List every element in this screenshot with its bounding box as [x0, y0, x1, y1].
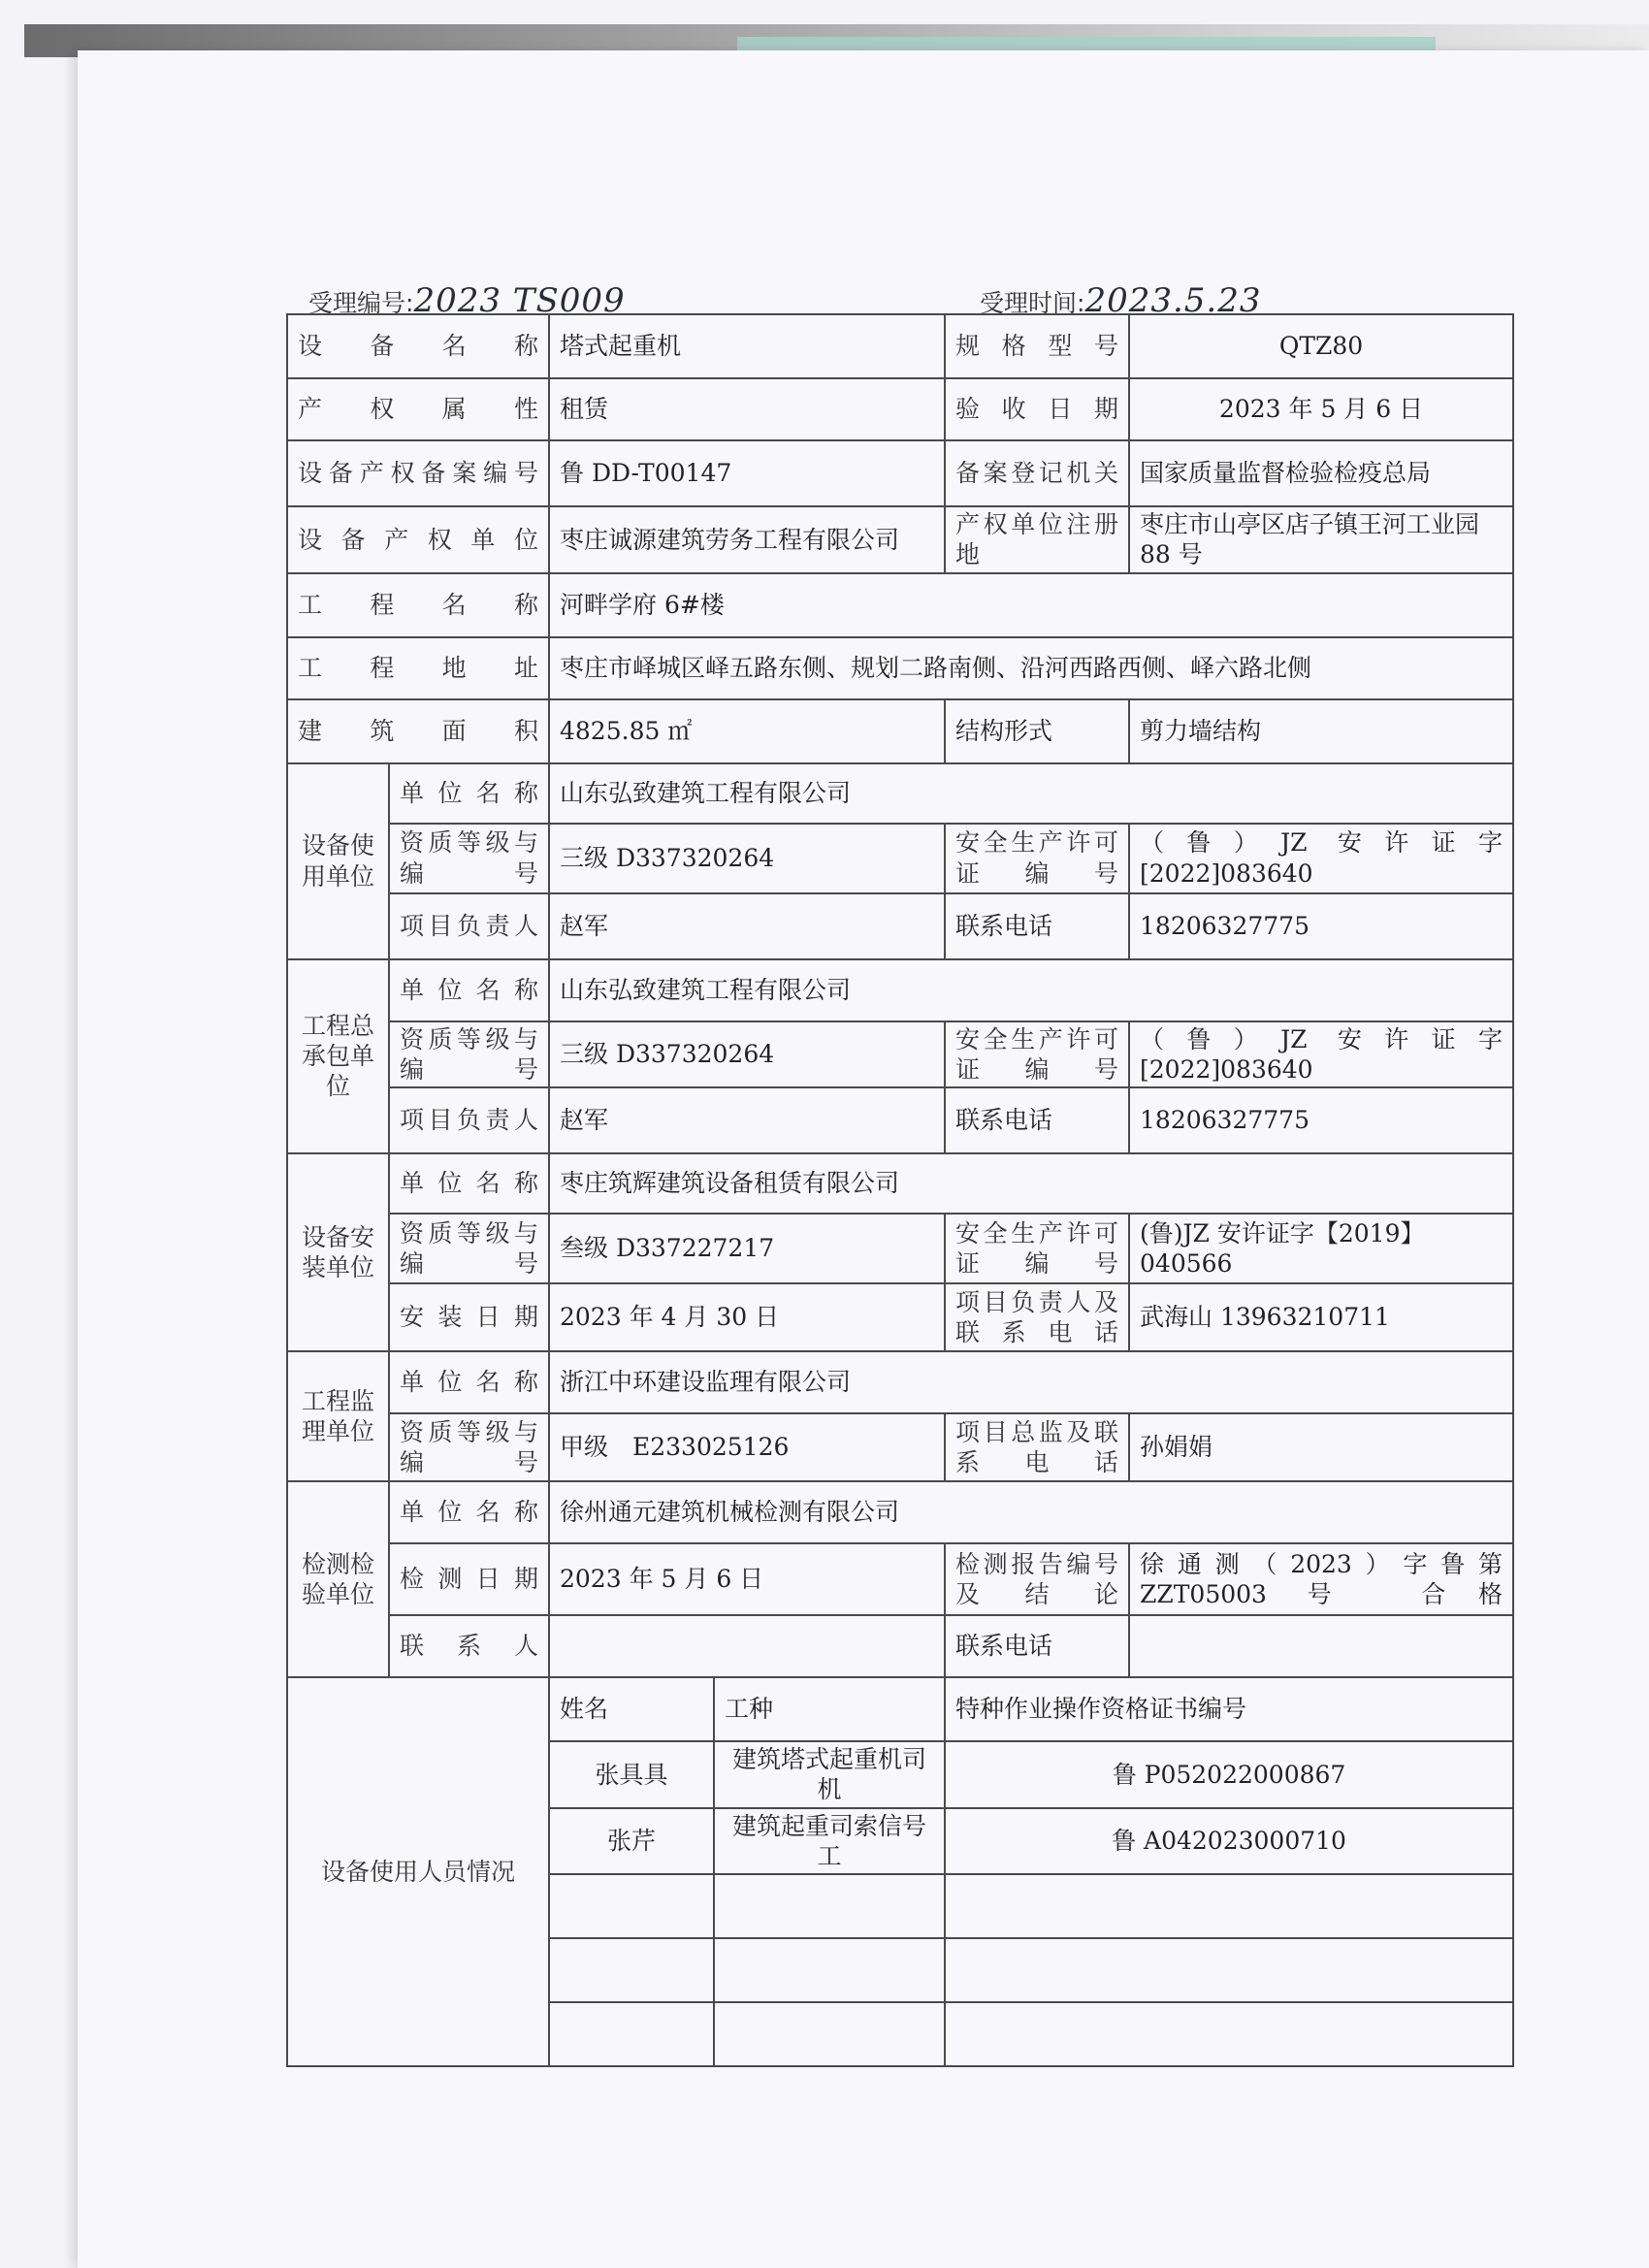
empty-cell [549, 1938, 714, 2002]
inspector-phone [1129, 1615, 1513, 1677]
operator-cert: 鲁 A042023000710 [945, 1808, 1513, 1875]
inspection-date: 2023 年 5 月 6 日 [549, 1543, 945, 1615]
scan-teal-strip [737, 37, 1436, 50]
label-user-unit-name: 单位名称 [389, 763, 549, 824]
user-unit-qual: 三级 D337320264 [549, 824, 945, 893]
label-project-address: 工 程 地 址 [287, 637, 549, 699]
operator-name: 张芹 [549, 1808, 714, 1875]
user-unit-safety: （鲁）JZ 安许证字[2022]083640 [1129, 824, 1513, 893]
operator-trade: 建筑起重司索信号工 [714, 1808, 945, 1875]
empty-cell [714, 2002, 945, 2066]
row-installer-date [287, 1283, 1513, 1351]
row-contractor-manager [287, 1087, 1513, 1153]
label-ownership: 产 权 属 性 [287, 378, 549, 440]
equipment-name: 塔式起重机 [549, 314, 945, 378]
row-contractor-qual [287, 1021, 1513, 1088]
accept-number-handwritten: 2023 TS009 [413, 281, 626, 320]
label-install-date: 安装日期 [389, 1283, 549, 1351]
row-installer-name [287, 1153, 1513, 1214]
label-equipment-name: 设 备 名 称 [287, 314, 549, 378]
empty-cell [714, 1938, 945, 2002]
row-user-unit-qual [287, 824, 1513, 893]
label-contractor-name: 单位名称 [389, 959, 549, 1021]
record-authority: 国家质量监督检验检疫总局 [1129, 440, 1513, 506]
group-user-unit: 设备使用单位 [287, 763, 389, 959]
operator-name: 张具具 [549, 1741, 714, 1808]
supervisor-chief: 孙娟娟 [1129, 1413, 1513, 1481]
label-owner: 设备产权单位 [287, 506, 549, 573]
label-installer-safety: 安全生产许可证编号 [945, 1214, 1129, 1283]
acceptance-date: 2023 年 5 月 6 日 [1129, 378, 1513, 440]
contractor-phone: 18206327775 [1129, 1087, 1513, 1153]
accept-time-handwritten: 2023.5.23 [1084, 281, 1262, 320]
row-inspector-name [287, 1481, 1513, 1543]
label-supervisor-qual: 资质等级与编号 [389, 1413, 549, 1481]
owner-address: 枣庄市山亭区店子镇王河工业园 88 号 [1129, 506, 1513, 573]
label-model: 规格型号 [945, 314, 1129, 378]
operator-cert: 鲁 P052022000867 [945, 1741, 1513, 1808]
accept-number: 受理编号:2023 TS009 [308, 281, 626, 320]
row-ownership [287, 378, 1513, 440]
installer-name: 枣庄筑辉建筑设备租赁有限公司 [549, 1153, 1513, 1214]
installer-qual: 叁级 D337227217 [549, 1214, 945, 1283]
row-supervisor-name [287, 1351, 1513, 1413]
label-record-authority: 备案登记机关 [945, 440, 1129, 506]
group-installer: 设备安装单位 [287, 1153, 389, 1351]
header-operator-name: 姓名 [549, 1677, 714, 1741]
inspection-report: 徐通测（2023）字鲁第 ZZT05003 号 合格 [1129, 1543, 1513, 1615]
row-user-unit-manager [287, 893, 1513, 959]
installer-safety: (鲁)JZ 安许证字【2019】040566 [1129, 1214, 1513, 1283]
label-inspection-date: 检测日期 [389, 1543, 549, 1615]
header-operator-trade: 工种 [714, 1677, 945, 1741]
group-operators: 设备使用人员情况 [287, 1677, 549, 2066]
row-project-name [287, 573, 1513, 637]
label-user-unit-safety: 安全生产许可证编号 [945, 824, 1129, 893]
equipment-model: QTZ80 [1129, 314, 1513, 378]
row-record-number [287, 440, 1513, 506]
label-contractor-safety: 安全生产许可证编号 [945, 1021, 1129, 1088]
user-unit-name: 山东弘致建筑工程有限公司 [549, 763, 1513, 824]
row-inspector-date [287, 1543, 1513, 1615]
label-inspector-phone: 联系电话 [945, 1615, 1129, 1677]
label-inspection-report: 检测报告编号及结论 [945, 1543, 1129, 1615]
record-number: 鲁 DD-T00147 [549, 440, 945, 506]
row-project-address [287, 637, 1513, 699]
group-contractor: 工程总承包单位 [287, 959, 389, 1154]
label-contractor-qual: 资质等级与编号 [389, 1021, 549, 1088]
installer-manager: 武海山 13963210711 [1129, 1283, 1513, 1351]
label-structure: 结构形式 [945, 699, 1129, 763]
label-supervisor-chief: 项目总监及联系电话 [945, 1413, 1129, 1481]
structure-type: 剪力墙结构 [1129, 699, 1513, 763]
label-user-unit-manager: 项目负责人 [389, 893, 549, 959]
row-area [287, 699, 1513, 763]
label-contractor-phone: 联系电话 [945, 1087, 1129, 1153]
accept-time: 受理时间:2023.5.23 [980, 281, 1262, 320]
inspector-name: 徐州通元建筑机械检测有限公司 [549, 1481, 1513, 1543]
supervisor-name: 浙江中环建设监理有限公司 [549, 1351, 1513, 1413]
ownership: 租赁 [549, 378, 945, 440]
empty-cell [714, 1874, 945, 1938]
label-record-number: 设备产权备案编号 [287, 440, 549, 506]
empty-cell [945, 1938, 1513, 2002]
empty-cell [549, 2002, 714, 2066]
contractor-qual: 三级 D337320264 [549, 1021, 945, 1088]
label-inspector-contact: 联 系 人 [389, 1615, 549, 1677]
equipment-registration-form [286, 313, 1514, 2067]
contractor-name: 山东弘致建筑工程有限公司 [549, 959, 1513, 1021]
label-area: 建 筑 面 积 [287, 699, 549, 763]
label-user-unit-phone: 联系电话 [945, 893, 1129, 959]
label-acceptance-date: 验收日期 [945, 378, 1129, 440]
operators-header-row [287, 1677, 1513, 1741]
contractor-safety: （鲁）JZ 安许证字[2022]083640 [1129, 1021, 1513, 1088]
label-project-name: 工 程 名 称 [287, 573, 549, 637]
row-contractor-name [287, 959, 1513, 1021]
row-inspector-contact [287, 1615, 1513, 1677]
row-user-unit-name [287, 763, 1513, 824]
operator-trade: 建筑塔式起重机司机 [714, 1741, 945, 1808]
label-inspector-name: 单位名称 [389, 1481, 549, 1543]
contractor-manager: 赵军 [549, 1087, 945, 1153]
label-contractor-manager: 项目负责人 [389, 1087, 549, 1153]
label-supervisor-name: 单位名称 [389, 1351, 549, 1413]
building-area: 4825.85 ㎡ [549, 699, 945, 763]
owner: 枣庄诚源建筑劳务工程有限公司 [549, 506, 945, 573]
project-name: 河畔学府 6#楼 [549, 573, 1513, 637]
group-supervisor: 工程监理单位 [287, 1351, 389, 1481]
user-unit-manager: 赵军 [549, 893, 945, 959]
label-user-unit-qual: 资质等级与编号 [389, 824, 549, 893]
user-unit-phone: 18206327775 [1129, 893, 1513, 959]
label-owner-address: 产权单位注册地 [945, 506, 1129, 573]
empty-cell [945, 2002, 1513, 2066]
label-installer-manager: 项目负责人及联系电话 [945, 1283, 1129, 1351]
row-owner [287, 506, 1513, 573]
row-installer-qual [287, 1214, 1513, 1283]
label-installer-qual: 资质等级与编号 [389, 1214, 549, 1283]
row-supervisor-qual [287, 1413, 1513, 1481]
empty-cell [945, 1874, 1513, 1938]
inspector-contact [549, 1615, 945, 1677]
empty-cell [549, 1874, 714, 1938]
header-operator-cert: 特种作业操作资格证书编号 [945, 1677, 1513, 1741]
label-installer-name: 单位名称 [389, 1153, 549, 1214]
group-inspector: 检测检验单位 [287, 1481, 389, 1677]
row-equipment-name [287, 314, 1513, 378]
supervisor-qual: 甲级 E233025126 [549, 1413, 945, 1481]
install-date: 2023 年 4 月 30 日 [549, 1283, 945, 1351]
project-address: 枣庄市峄城区峄五路东侧、规划二路南侧、沿河西路西侧、峄六路北侧 [549, 637, 1513, 699]
